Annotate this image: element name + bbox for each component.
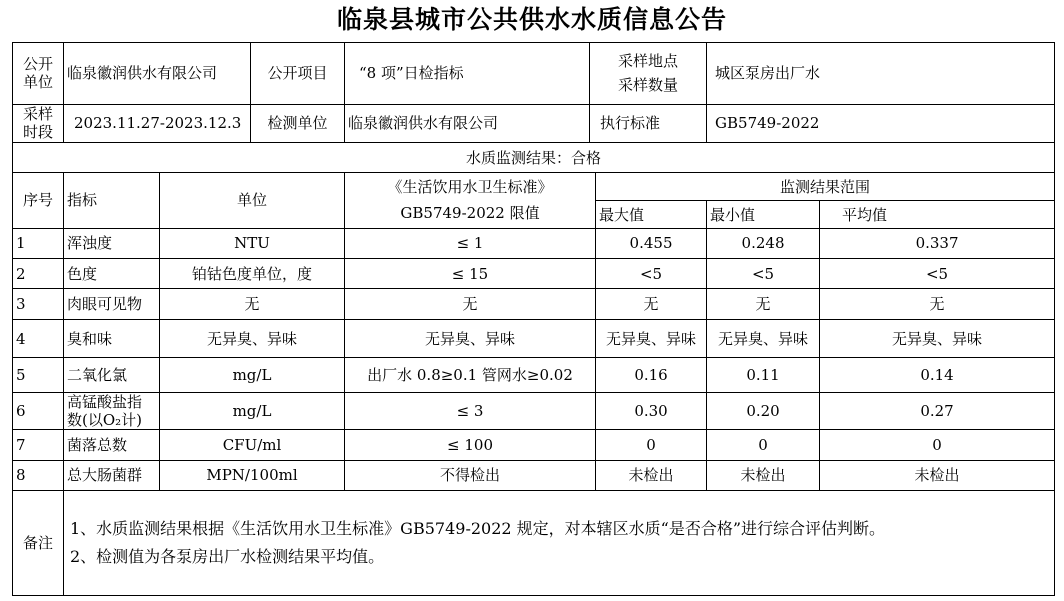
row-max: 无 — [596, 289, 707, 320]
table-row — [13, 393, 1055, 430]
row-avg: 无异臭、异味 — [820, 320, 1055, 357]
header-no: 序号 — [13, 173, 64, 228]
sampling-period-value: 2023.11.27-2023.12.3 — [64, 104, 251, 142]
table-row — [13, 289, 1055, 320]
row-unit: mg/L — [160, 357, 345, 392]
row-no: 7 — [13, 430, 64, 460]
row-indicator: 高锰酸盐指数(以O₂计) — [64, 393, 160, 430]
remark-line-1: 1、水质监测结果根据《生活饮用水卫生标准》GB5749-2022 规定，对本辖区水质“是否合格”进行综合评估判断。 — [70, 518, 886, 538]
row-min: 0.20 — [707, 393, 820, 430]
remark-line-2: 2、检测值为各泵房出厂水检测结果平均值。 — [70, 546, 385, 566]
sampling-place-label — [590, 43, 707, 105]
row-limit: 无 — [345, 289, 596, 320]
sampling-count-label-line: 采样数量 — [618, 76, 679, 95]
row-unit: 铂钴色度单位，度 — [160, 258, 345, 288]
sampling-place-label-line: 采样地点 — [618, 52, 679, 71]
standard-value: GB5749-2022 — [707, 104, 1055, 142]
public-item-value: “8 项”日检指标 — [345, 43, 590, 105]
row-max: 0 — [596, 430, 707, 460]
result-banner: 水质监测结果：合格 — [13, 142, 1055, 172]
row-limit: 无异臭、异味 — [345, 320, 596, 357]
header-indicator: 指标 — [64, 173, 160, 228]
row-max: <5 — [596, 258, 707, 288]
row-indicator: 二氧化氯 — [64, 357, 160, 392]
sampling-place-value: 城区泵房出厂水 — [707, 43, 1055, 105]
row-min: 无异臭、异味 — [707, 320, 820, 357]
row-no: 3 — [13, 289, 64, 320]
info-row-2 — [13, 104, 1055, 142]
row-indicator: 色度 — [64, 258, 160, 288]
row-limit: ≤ 15 — [345, 258, 596, 288]
header-limit-line-2: GB5749-2022 限值 — [400, 204, 540, 223]
header-row-1 — [13, 173, 1055, 201]
row-avg: 0.27 — [820, 393, 1055, 430]
row-limit: 出厂水 0.8≥0.1 管网水≥0.02 — [345, 357, 596, 392]
sampling-period-label: 采样时段 — [13, 104, 64, 142]
row-unit: 无异臭、异味 — [160, 320, 345, 357]
result-banner-row — [13, 142, 1055, 172]
public-unit-value: 临泉徽润供水有限公司 — [64, 43, 251, 105]
row-limit: ≤ 100 — [345, 430, 596, 460]
row-indicator: 臭和味 — [64, 320, 160, 357]
row-max: 0.455 — [596, 228, 707, 258]
row-no: 6 — [13, 393, 64, 430]
row-unit: 无 — [160, 289, 345, 320]
water-quality-notice-table — [12, 42, 1055, 596]
table-row — [13, 228, 1055, 258]
info-row-1 — [13, 43, 1055, 105]
table-row — [13, 430, 1055, 460]
row-indicator: 肉眼可见物 — [64, 289, 160, 320]
row-no: 5 — [13, 357, 64, 392]
row-max: 0.16 — [596, 357, 707, 392]
header-limit — [345, 173, 596, 228]
row-unit: mg/L — [160, 393, 345, 430]
row-no: 1 — [13, 228, 64, 258]
table-row — [13, 258, 1055, 288]
row-unit: MPN/100ml — [160, 460, 345, 490]
row-min: 0.248 — [707, 228, 820, 258]
row-no: 8 — [13, 460, 64, 490]
header-limit-line-1: 《生活饮用水卫生标准》 — [387, 178, 553, 197]
header-min: 最小值 — [707, 201, 820, 228]
row-max: 0.30 — [596, 393, 707, 430]
public-item-label: 公开项目 — [251, 43, 345, 105]
row-avg: 0.14 — [820, 357, 1055, 392]
row-unit: NTU — [160, 228, 345, 258]
remarks-row — [13, 490, 1055, 595]
row-min: 0 — [707, 430, 820, 460]
table-row — [13, 460, 1055, 490]
row-avg: 未检出 — [820, 460, 1055, 490]
table-row — [13, 320, 1055, 357]
table-row — [13, 357, 1055, 392]
row-unit: CFU/ml — [160, 430, 345, 460]
remarks-label: 备注 — [13, 490, 64, 595]
row-limit: 不得检出 — [345, 460, 596, 490]
row-max: 未检出 — [596, 460, 707, 490]
row-min: <5 — [707, 258, 820, 288]
row-min: 无 — [707, 289, 820, 320]
row-max: 无异臭、异味 — [596, 320, 707, 357]
row-limit: ≤ 3 — [345, 393, 596, 430]
header-max: 最大值 — [596, 201, 707, 228]
header-range: 监测结果范围 — [596, 173, 1055, 201]
row-no: 2 — [13, 258, 64, 288]
row-min: 未检出 — [707, 460, 820, 490]
row-indicator: 浑浊度 — [64, 228, 160, 258]
testing-unit-label: 检测单位 — [251, 104, 345, 142]
header-avg: 平均值 — [820, 201, 1055, 228]
row-no: 4 — [13, 320, 64, 357]
row-indicator: 总大肠菌群 — [64, 460, 160, 490]
row-avg: 0.337 — [820, 228, 1055, 258]
page-title: 临泉县城市公共供水水质信息公告 — [336, 5, 727, 34]
public-unit-label: 公开单位 — [13, 43, 64, 105]
row-avg: 无 — [820, 289, 1055, 320]
row-avg: 0 — [820, 430, 1055, 460]
remarks-content — [64, 490, 1055, 595]
row-avg: <5 — [820, 258, 1055, 288]
row-limit: ≤ 1 — [345, 228, 596, 258]
standard-label: 执行标准 — [590, 104, 707, 142]
row-indicator: 菌落总数 — [64, 430, 160, 460]
row-min: 0.11 — [707, 357, 820, 392]
testing-unit-value: 临泉徽润供水有限公司 — [345, 104, 590, 142]
header-unit: 单位 — [160, 173, 345, 228]
